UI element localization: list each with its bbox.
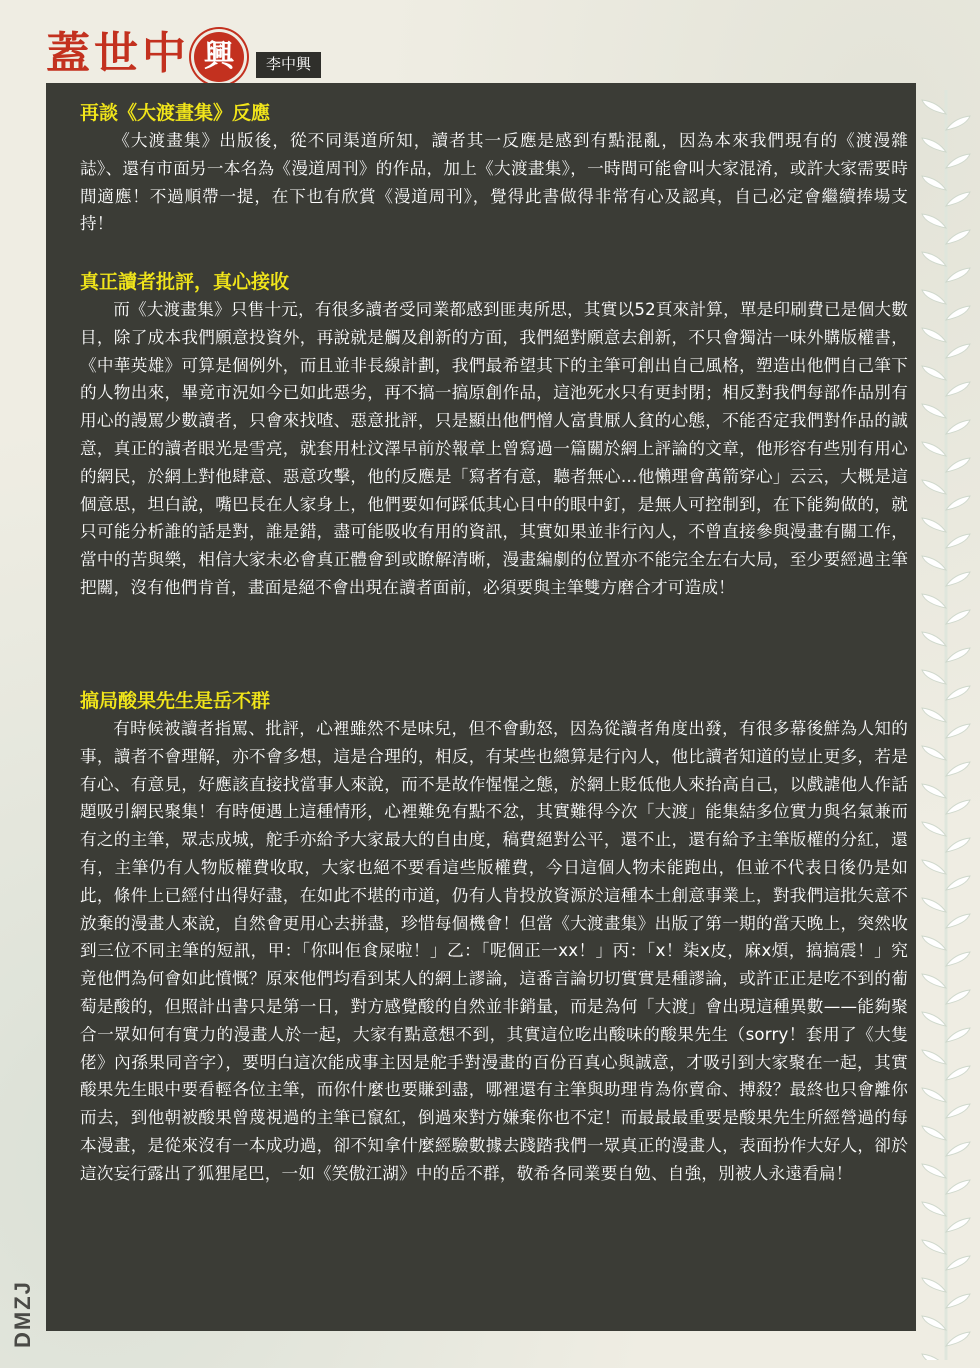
leaf-icon bbox=[946, 306, 970, 320]
leaf-icon bbox=[922, 442, 946, 456]
leaf-icon bbox=[922, 1202, 946, 1216]
leaf-icon bbox=[946, 724, 970, 738]
leaf-icon bbox=[946, 762, 970, 776]
section-body: 而《大渡畫集》只售十元，有很多讀者受同業都感到匪夷所思，其實以52頁來計算，單是印刷費已是個大數目，除了成本我們願意投資外，再說就是觸及創新的方面，我們絕對願意去創新，不只會獨沽一味外購版權書，《中華英雄》可算是個例外，而且並非長線計劃，我們最希望其下的主筆可創出自己風格，塑造出他們自己筆下的人物出來，畢竟市況如今已如此惡劣，再不搞一搞原創作品，這池死水只有更封閉；相反對我們每部作品別有用心的謾罵少數讀者，只會來找喳、惡意批評，只是顯出他們憎人富貴厭人貧的心態，不能否定我們對作品的誠意，真正的讀者眼光是雪亮，就套用杜汶澤早前於報章上曾寫過一篇關於網上評論的文章，他形容有些別有用心的網民，於網上對他肆意、惡意攻擊，他的反應是「寫者有意，聽者無心…他懶理會萬箭穿心」云云，大概是這個意思，坦白說，嘴巴長在人家身上，他們要如何踩低其心目中的眼中釘，是無人可控制到，在下能夠做的，就只可能分析誰的話是對，誰是錯，盡可能吸收有用的資訊，其實如果並非行內人，不曾直接參與漫畫有關工作，當中的苦與樂，相信大家未必會真正體會到或瞭解清晰，漫畫編劇的位置亦不能完全左右大局，至少要經過主筆把關，沒有他們肯首，畫面是絕不會出現在讀者面前，必須要與主筆雙方磨合才可造成！ bbox=[80, 300, 908, 597]
leaf-icon bbox=[922, 860, 946, 874]
leaf-icon bbox=[946, 1332, 970, 1346]
leaf-icon bbox=[922, 1354, 946, 1360]
section-heading: 真正讀者批評，真心接收 bbox=[80, 271, 290, 293]
leaf-icon bbox=[922, 1126, 946, 1140]
article-panel bbox=[46, 83, 916, 1331]
leaf-icon bbox=[946, 230, 970, 244]
column-title-seal: 興 bbox=[194, 32, 244, 82]
leaf-icon bbox=[946, 914, 970, 928]
leaf-icon bbox=[922, 746, 946, 760]
section-2 bbox=[80, 268, 908, 602]
leaf-icon bbox=[922, 1316, 946, 1330]
author-name: 李中興 bbox=[256, 52, 321, 78]
leaf-icon bbox=[922, 290, 946, 304]
leaf-icon bbox=[922, 1088, 946, 1102]
column-logo bbox=[46, 26, 321, 82]
leaf-icon bbox=[922, 366, 946, 380]
leaf-icon bbox=[946, 1142, 970, 1156]
section-body: 有時候被讀者指罵、批評，心裡雖然不是味兒，但不會動怒，因為從讀者角度出發，有很多幕後鮮為人知的事，讀者不會理解，亦不會多想，這是合理的，相反，有某些也總算是行內人，他比讀者知道的豈止更多，若是有心、有意見，好應該直接找當事人來說，而不是故作惺惺之態，於網上貶低他人來抬高自己，以戲謔他人作話題吸引網民聚集！有時便遇上這種情形，心裡難免有點不忿，其實難得今次「大渡」能集結多位實力與名氣兼而有之的主筆，眾志成城，舵手亦給予大家最大的自由度，稿費絕對公平，還不止，還有給予主筆版權的分紅，還有，主筆仍有人物版權費收取，大家也絕不要看這些版權費，今日這個人物未能跑出，但並不代表日後仍是如此，條件上已經付出得好盡，在如此不堪的市道，仍有人肯投放資源於這種本土創意事業上，對我們這批矢意不放棄的漫畫人來說，自然會更用心去拼盡，珍惜每個機會！但當《大渡畫集》出版了第一期的當天晚上，突然收到三位不同主筆的短訊，甲：「你叫佢食屎啦！」乙：「呢個正一xx！」丙：「x！柒x皮，麻x煩，搞搞震！」究竟他們為何會如此憤慨？原來他們均看到某人的網上謬論，這番言論切切實實是種謬論，或許正正是吃不到的葡萄是酸的，但照計出書只是第一日，對方感覺酸的自然並非銷量，而是為何「大渡」會出現這種異數——能夠聚合一眾如何有實力的漫畫人於一起，大家有點意想不到，其實這位吃出酸味的酸果先生（sorry！套用了《大隻佬》內孫果同音字），要明白這次能成事主因是舵手對漫畫的百份百真心與誠意，才吸引到大家聚在一起，其實酸果先生眼中要看輕各位主筆，而你什麼也要賺到盡，哪裡還有主筆與助理肯為你賣命、搏殺？最終也只會離你而去，到他朝被酸果曾蔑視過的主筆已竄紅，倒過來對方嫌棄你也不定！而最最最重要是酸果先生所經營過的每本漫畫，是從來沒有一本成功過，卻不知拿什麼經驗數據去踐踏我們一眾真正的漫畫人，表面扮作大好人，卻於這次妄行露出了狐狸尾巴，一如《笑傲江湖》中的岳不群，敬希各同業要自勉、自強，別被人永遠看扁！ bbox=[80, 719, 908, 1183]
leaf-icon bbox=[922, 1240, 946, 1254]
leaf-icon bbox=[946, 496, 970, 510]
leaf-icon bbox=[946, 268, 970, 282]
leaf-icon bbox=[922, 898, 946, 912]
leaf-icon bbox=[946, 1104, 970, 1118]
leaf-icon bbox=[946, 648, 970, 662]
watermark-logo: DMZJ bbox=[10, 1280, 35, 1348]
leaf-icon bbox=[922, 1278, 946, 1292]
leaf-icon bbox=[946, 1180, 970, 1194]
leaf-icon bbox=[922, 784, 946, 798]
leaf-icon bbox=[946, 800, 970, 814]
section-1 bbox=[80, 99, 908, 238]
leaf-icon bbox=[946, 534, 970, 548]
leaf-icon bbox=[922, 670, 946, 684]
leaf-icon bbox=[922, 138, 946, 152]
leaf-icon bbox=[946, 610, 970, 624]
leaf-vine-decoration-icon bbox=[918, 90, 974, 1360]
leaf-icon bbox=[922, 556, 946, 570]
leaf-icon bbox=[946, 154, 970, 168]
leaf-icon bbox=[922, 100, 946, 114]
leaf-icon bbox=[922, 176, 946, 190]
section-3 bbox=[80, 687, 908, 1188]
leaf-icon bbox=[946, 1028, 970, 1042]
leaf-icon bbox=[946, 572, 970, 586]
leaf-icon bbox=[946, 1218, 970, 1232]
leaf-icon bbox=[922, 480, 946, 494]
leaf-icon bbox=[922, 594, 946, 608]
column-title: 蓋世中 bbox=[46, 28, 190, 79]
leaf-icon bbox=[946, 952, 970, 966]
leaf-icon bbox=[922, 214, 946, 228]
leaf-icon bbox=[946, 192, 970, 206]
section-heading: 搞局酸果先生是岳不群 bbox=[80, 690, 271, 712]
leaf-icon bbox=[946, 1256, 970, 1270]
leaf-icon bbox=[922, 708, 946, 722]
leaf-icon bbox=[946, 838, 970, 852]
leaf-icon bbox=[946, 458, 970, 472]
leaf-icon bbox=[946, 116, 970, 130]
leaf-icon bbox=[946, 990, 970, 1004]
leaf-icon bbox=[922, 1164, 946, 1178]
leaf-icon bbox=[946, 1066, 970, 1080]
leaf-icon bbox=[922, 1012, 946, 1026]
leaf-icon bbox=[946, 382, 970, 396]
leaf-icon bbox=[922, 974, 946, 988]
leaf-icon bbox=[922, 822, 946, 836]
leaf-icon bbox=[946, 344, 970, 358]
leaf-icon bbox=[922, 404, 946, 418]
leaf-icon bbox=[946, 686, 970, 700]
leaf-icon bbox=[946, 876, 970, 890]
leaf-icon bbox=[922, 328, 946, 342]
section-heading: 再談《大渡畫集》反應 bbox=[80, 102, 271, 124]
leaf-icon bbox=[922, 632, 946, 646]
leaf-icon bbox=[946, 420, 970, 434]
leaf-icon bbox=[922, 518, 946, 532]
leaf-icon bbox=[922, 1050, 946, 1064]
section-body: 《大渡畫集》出版後，從不同渠道所知，讀者其一反應是感到有點混亂，因為本來我們現有的《渡漫雜誌》、還有市面另一本名為《漫道周刊》的作品，加上《大渡畫集》，一時間可能會叫大家混淆，或許大家需要時間適應！不過順帶一提，在下也有欣賞《漫道周刊》，覺得此書做得非常有心及認真，自己必定會繼續捧場支持！ bbox=[80, 131, 908, 234]
leaf-icon bbox=[922, 936, 946, 950]
leaf-icon bbox=[922, 252, 946, 266]
leaf-icon bbox=[946, 1294, 970, 1308]
